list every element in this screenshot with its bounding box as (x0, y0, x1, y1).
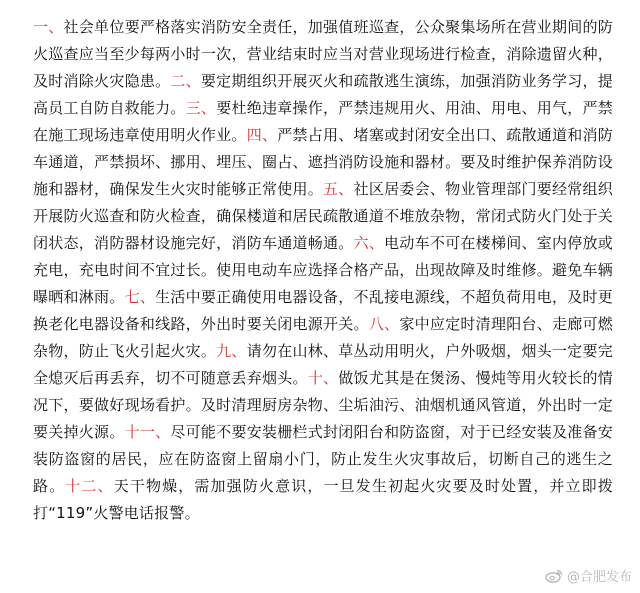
item-text: 严禁占用、堵塞或封闭安全出口、疏散通道和消防车通道，严禁损坏、挪用、埋压、圈占、遮挡消防设施和器材。要及时维护保养消防设施和器材，确保发生火灾时能够正常使用。 (33, 126, 613, 198)
item-number: 四、 (246, 126, 278, 144)
item-number: 一、 (33, 18, 64, 36)
item-text: 电动车不可在楼梯间、室内停放或充电，充电时间不宜过长。使用电动车应选择合格产品，出现故障及时维修。避免车辆曝晒和淋雨。 (33, 234, 613, 306)
item-number: 三、 (185, 99, 217, 117)
item-text: 社会单位要严格落实消防安全责任，加强值班巡查，公众聚集场所在营业期间的防火巡查应当至少每两小时一次，营业结束时应当对营业现场进行检查，消除遗留火种，及时消除火灾隐患。 (33, 18, 613, 90)
item-text: 要杜绝违章操作，严禁违规用火、用油、用电、用气，严禁在施工现场违章使用明火作业。 (33, 99, 613, 144)
weibo-icon (545, 568, 563, 583)
item-number: 二、 (170, 72, 201, 90)
item-text: 社区居委会、物业管理部门要经常组织开展防火巡查和防火检查，确保楼道和居民疏散通道不堆放杂物，常闭式防火门处于关闭状态，消防器材设施完好，消防车通道畅通。 (33, 180, 613, 252)
item-number: 八、 (368, 315, 400, 333)
item-number: 六、 (353, 234, 385, 252)
item-number: 九、 (216, 342, 247, 360)
watermark-text: @合肥发布 (566, 570, 632, 585)
item-text: 生活中要正确使用电器设备，不乱接电源线，不超负荷用电，及时更换老化电器设备和线路，外出时要关闭电源开关。 (33, 288, 613, 333)
item-text: 天干物燥，需加强防火意识，一旦发生初起火灾要及时处置，并立即拨打“119”火警电话报警。 (33, 477, 613, 522)
item-text: 家中应定时清理阳台、走廊可燃杂物，防止飞火引起火灾。 (33, 315, 613, 360)
item-text: 尽可能不要安装栅栏式封闭阳台和防盗窗，对于已经安装及准备安装防盗窗的居民，应在防盗窗上留扇小门，防止发生火灾事故后，切断自己的逃生之路。 (33, 423, 613, 495)
item-number: 五、 (323, 180, 354, 198)
item-number: 七、 (124, 288, 156, 306)
item-12 (33, 477, 613, 522)
weibo-watermark (545, 566, 632, 585)
item-number: 十、 (307, 369, 339, 387)
item-number: 十一、 (124, 423, 171, 441)
item-number: 十二、 (65, 477, 114, 495)
item-text: 做饭尤其是在煲汤、慢炖等用火较长的情况下，要做好现场看护。及时清理厨房杂物、尘垢油污、油烟机通风管道，外出时一定要关掉火源。 (33, 369, 613, 441)
fire-safety-notice-text (33, 14, 613, 527)
item-text: 要定期组织开展灭火和疏散逃生演练，加强消防业务学习，提高员工自防自救能力。 (33, 72, 613, 117)
item-text: 请勿在山林、草丛动用明火，户外吸烟，烟头一定要完全熄灭后再丢弃，切不可随意丢弃烟头。 (33, 342, 613, 387)
